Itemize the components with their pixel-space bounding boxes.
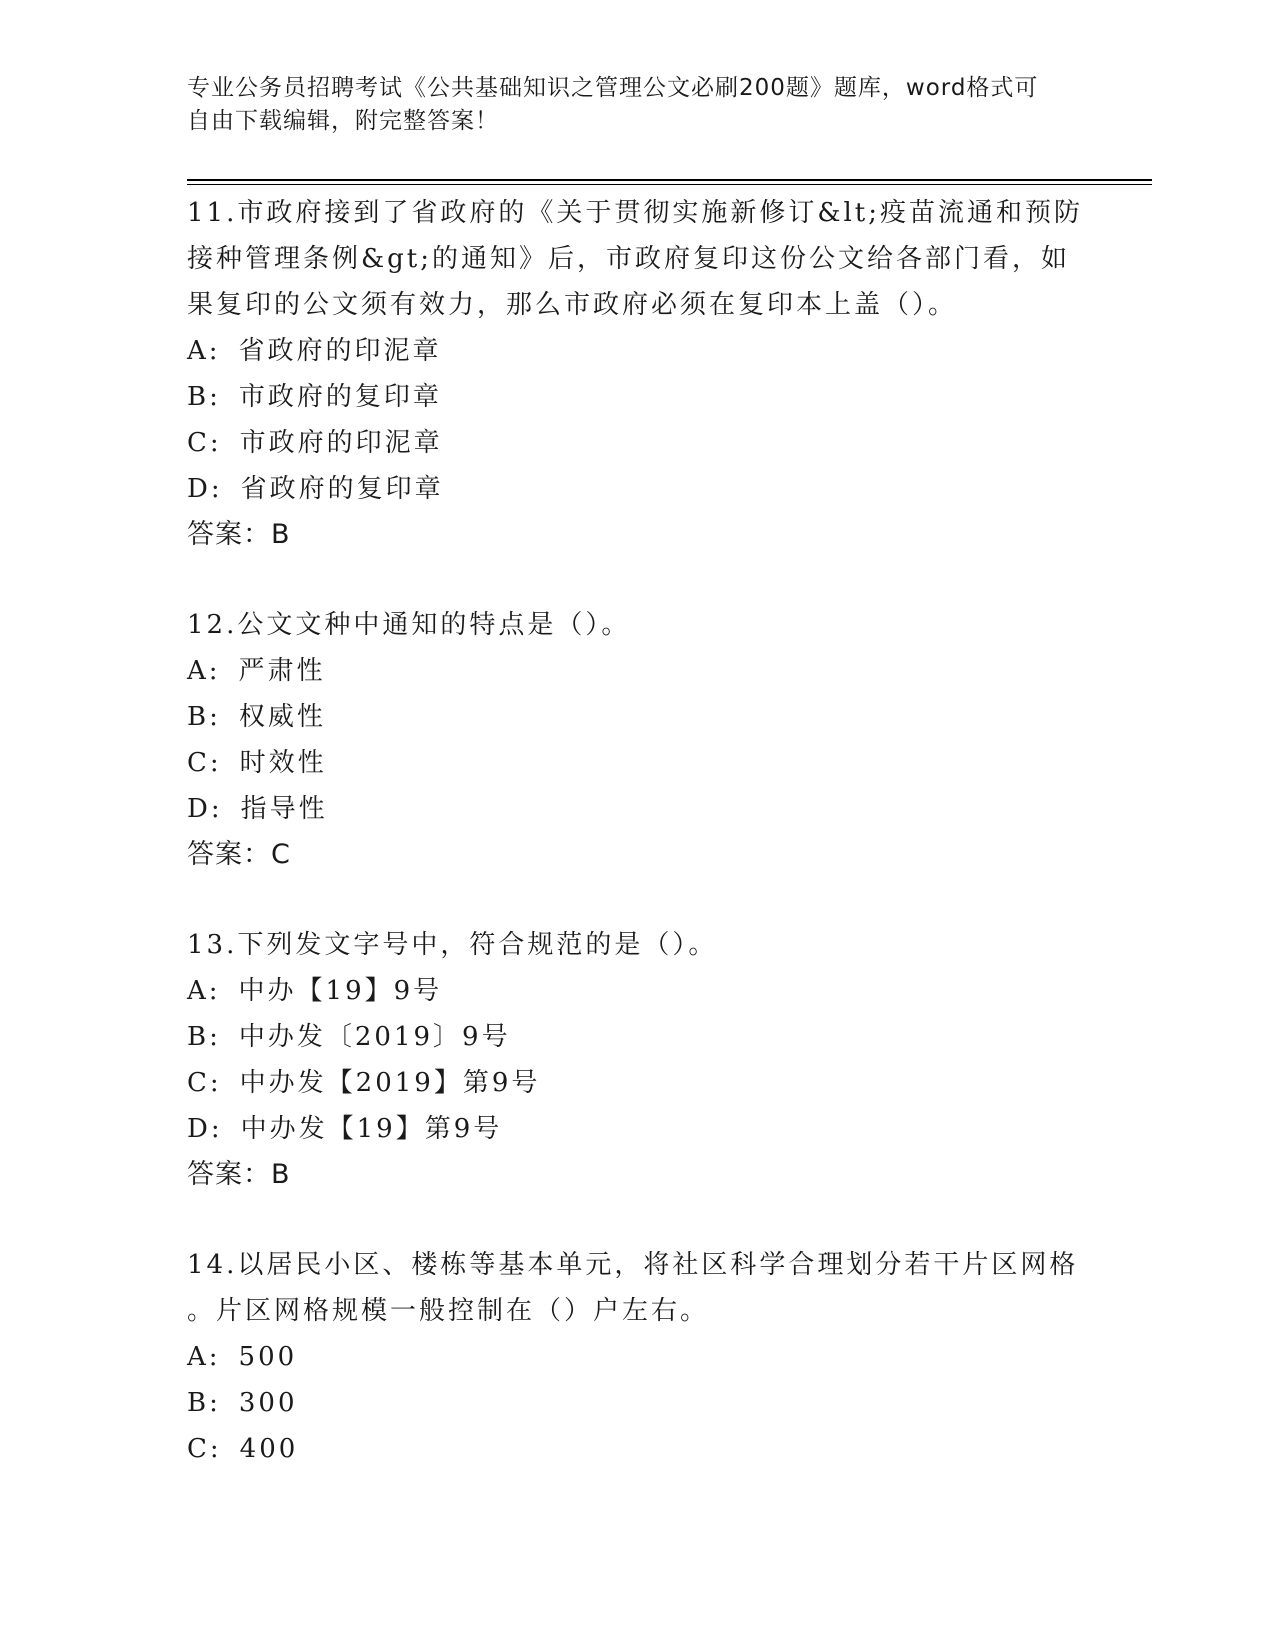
question-12: [187, 602, 1087, 878]
answer-label: 答案：B: [187, 519, 291, 550]
option-key: A:: [187, 336, 221, 366]
question-stem-line: 。片区网格规模一般控制在（）户左右。: [187, 1296, 710, 1326]
option-text: 中办【19】9号: [238, 976, 443, 1006]
option-text: 400: [239, 1434, 299, 1464]
question-stem-line: 11.市政府接到了省政府的《关于贯彻实施新修订&lt;疫苗流通和预防: [187, 198, 1084, 228]
header-divider-thin: [187, 184, 1152, 185]
header-line-1: 专业公务员招聘考试《公共基础知识之管理公文必刷200题》题库，word格式可: [187, 75, 1039, 101]
option-key: C:: [187, 1068, 222, 1098]
question-stem-line: 13.下列发文字号中，符合规范的是（）。: [187, 930, 718, 960]
option-b: [187, 374, 1087, 420]
option-key: D:: [187, 474, 223, 504]
option-a: [187, 648, 1087, 694]
option-b: [187, 694, 1087, 740]
option-text: 市政府的印泥章: [239, 428, 443, 458]
question-stem-line: 12.公文文种中通知的特点是（）。: [187, 610, 631, 640]
option-b: [187, 1014, 1087, 1060]
option-text: 市政府的复印章: [238, 382, 442, 412]
option-key: B:: [187, 1388, 221, 1418]
option-c: [187, 740, 1087, 786]
option-a: [187, 968, 1087, 1014]
option-d: [187, 1106, 1087, 1152]
option-text: 指导性: [240, 794, 328, 824]
question-stem-line: 接种管理条例&gt;的通知》后，市政府复印这份公文给各部门看，如: [187, 244, 1070, 274]
option-text: 300: [238, 1388, 298, 1418]
option-text: 中办发【2019】第9号: [239, 1068, 541, 1098]
option-c: [187, 1060, 1087, 1106]
option-text: 省政府的复印章: [240, 474, 444, 504]
option-b: [187, 1380, 1087, 1426]
option-a: [187, 328, 1087, 374]
option-a: [187, 1334, 1087, 1380]
answer-label: 答案：B: [187, 1159, 291, 1190]
question-list: [187, 190, 1087, 1472]
question-stem-line: 14.以居民小区、楼栋等基本单元，将社区科学合理划分若干片区网格: [187, 1250, 1079, 1280]
option-key: A:: [187, 976, 221, 1006]
option-text: 中办发【19】第9号: [240, 1114, 503, 1144]
option-key: C:: [187, 1434, 222, 1464]
option-d: [187, 466, 1087, 512]
option-text: 500: [238, 1342, 298, 1372]
option-text: 省政府的印泥章: [238, 336, 442, 366]
option-key: A:: [187, 1342, 221, 1372]
option-text: 中办发〔2019〕9号: [238, 1022, 511, 1052]
option-c: [187, 1426, 1087, 1472]
document-header: [187, 72, 1067, 138]
header-divider-thick: [187, 179, 1152, 181]
question-13: [187, 922, 1087, 1198]
option-d: [187, 786, 1087, 832]
option-key: C:: [187, 748, 222, 778]
answer-label: 答案：C: [187, 839, 291, 870]
option-key: B:: [187, 1022, 221, 1052]
option-key: B:: [187, 382, 221, 412]
option-text: 权威性: [238, 702, 326, 732]
option-text: 时效性: [239, 748, 327, 778]
question-14: [187, 1242, 1087, 1472]
question-stem-line: 果复印的公文须有效力，那么市政府必须在复印本上盖（）。: [187, 290, 958, 320]
option-key: C:: [187, 428, 222, 458]
option-c: [187, 420, 1087, 466]
option-text: 严肃性: [238, 656, 326, 686]
option-key: D:: [187, 1114, 223, 1144]
header-line-2: 自由下载编辑，附完整答案！: [187, 108, 499, 134]
option-key: D:: [187, 794, 223, 824]
option-key: A:: [187, 656, 221, 686]
option-key: B:: [187, 702, 221, 732]
question-11: [187, 190, 1087, 558]
